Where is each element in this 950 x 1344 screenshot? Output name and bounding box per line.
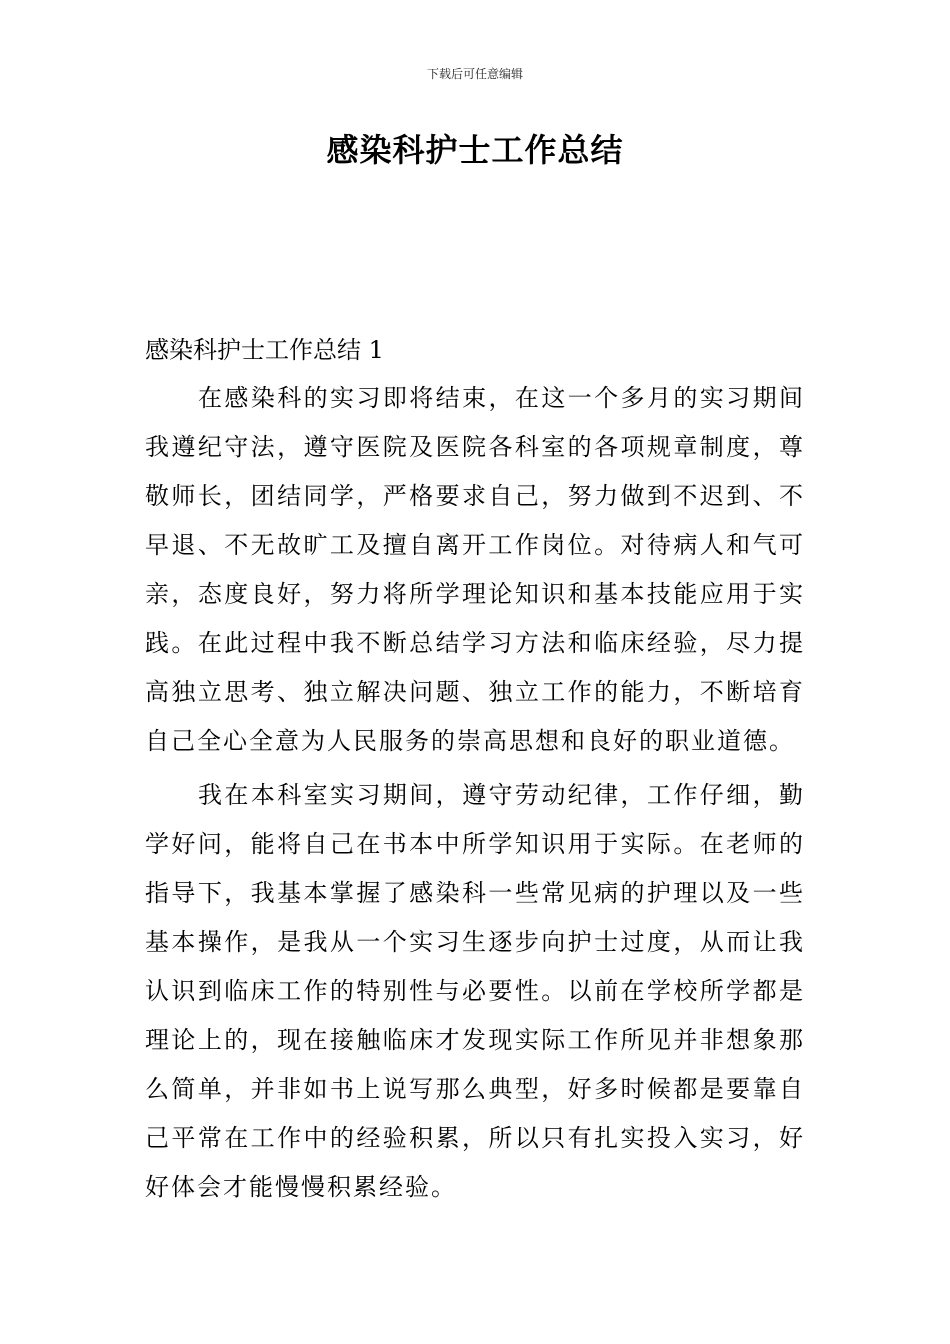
page-header-note: 下载后可任意编辑 [426,67,523,81]
body-paragraph-2: 我在本科室实习期间，遵守劳动纪律，工作仔细，勤学好问，能将自己在书本中所学知识用于实际。在老师的指导下，我基本掌握了感染科一些常见病的护理以及一些基本操作，是我从一个实习生逐步向护士过度，从而让我认识到临床工作的特别性与必要性。以前在学校所学都是理论上的，现在接触临床才发现实际工作所见并非想象那么简单，并非如书上说写那么典型，好多时候都是要靠自己平常在工作中的经验积累，所以只有扎实投入实习，好好体会才能慢慢积累经验。 [145,781,805,1201]
document-title: 感染科护士工作总结 [326,131,624,169]
body-paragraph-1: 在感染科的实习即将结束，在这一个多月的实习期间我遵纪守法，遵守医院及医院各科室的各项规章制度，尊敬师长，团结同学，严格要求自己，努力做到不迟到、不早退、不无故旷工及擅自离开工作岗位。对待病人和气可亲，态度良好，努力将所学理论知识和基本技能应用于实践。在此过程中我不断总结学习方法和临床经验，尽力提高独立思考、独立解决问题、独立工作的能力，不断培育自己全心全意为人民服务的崇高思想和良好的职业道德。 [145,384,805,755]
section-heading: 感染科护士工作总结 1 [145,336,384,364]
